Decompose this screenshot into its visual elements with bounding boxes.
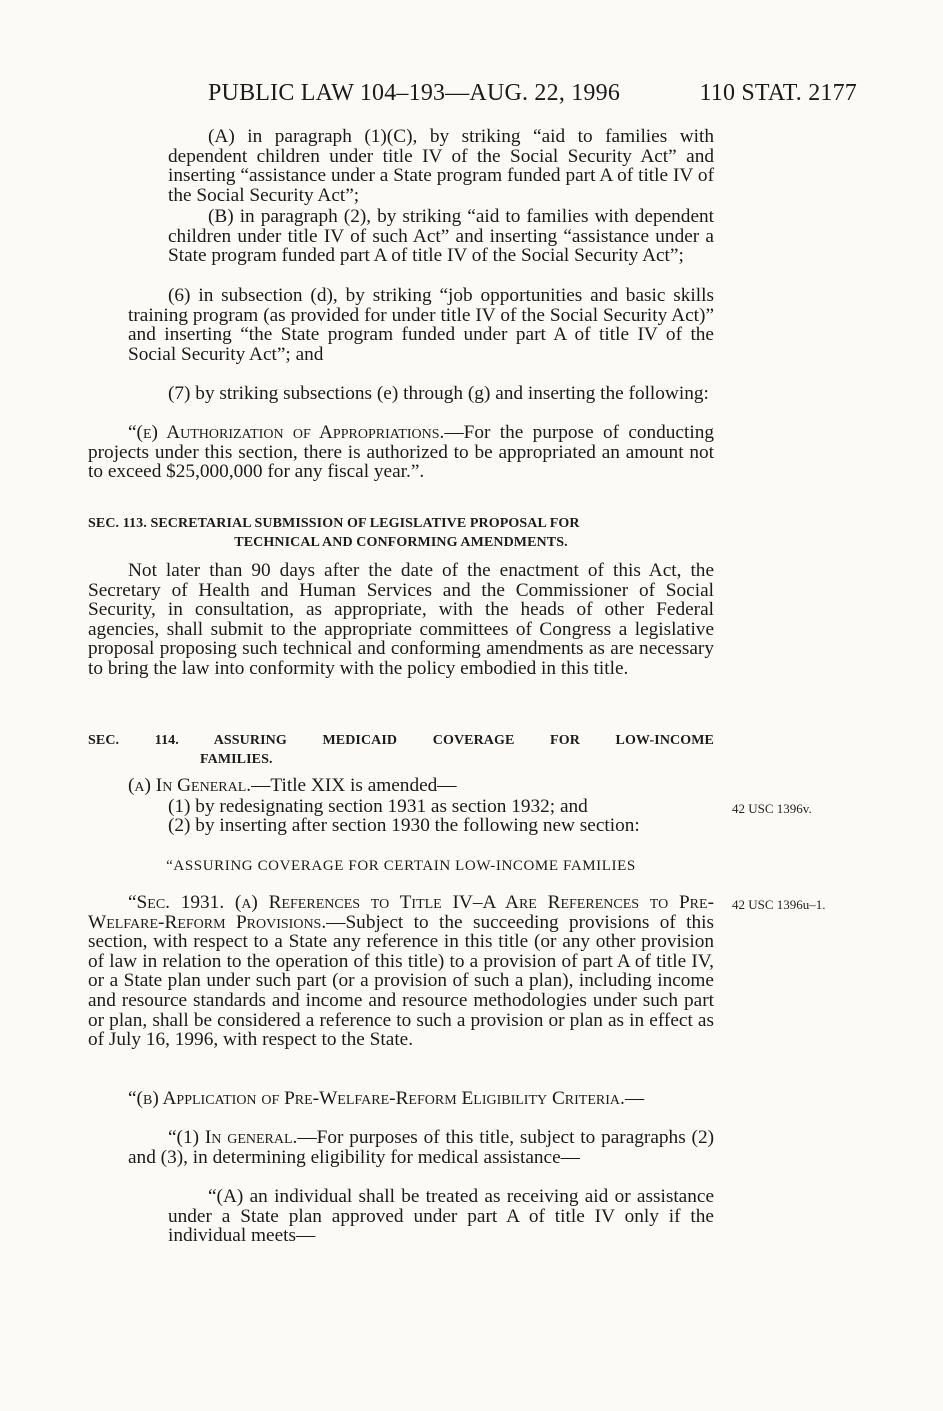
subsection-a-heading: (a) In General. — [128, 775, 252, 796]
item-1: (1) by redesignating section 1931 as section 1932; and — [168, 796, 588, 817]
sec-113-heading-line1: SEC. 113. SECRETARIAL SUBMISSION OF LEGISLATIVE PROPOSAL FOR — [88, 516, 580, 531]
sec-1931-subsection-b-heading: “(b) Application of Pre-Welfare-Reform Eligibility Criteria.— — [128, 1088, 645, 1109]
paragraph-b1 — [128, 1128, 714, 1167]
sec-113-body: Not later than 90 days after the date of the enactment of this Act, the Secretary of Health and Human Services and the Commissioner of Social Security, in consultation, as appropriate, with the heads of other Federal agencies, shall submit to the appropriate committees of Congress a legislative proposal proposing such technical and conforming amendments as are necessary to bring the law into conformity with the policy embodied in this title. — [88, 560, 714, 679]
sec-114-heading-line1: SEC. 114. ASSURING MEDICAID COVERAGE FOR LOW-INCOME — [88, 733, 714, 748]
page-number: 110 STAT. 2177 — [699, 80, 857, 106]
subsection-e-heading: “(e) Authorization of Appropriations. — [128, 422, 445, 443]
sec-1931-a-heading: “Sec. 1931. (a) References to Title IV–A Are References to Pre-Welfare-Reform Provisions. — [88, 892, 714, 933]
sec-113-heading — [88, 516, 714, 551]
paragraph-b1-text: —For purposes of this title, subject to paragraphs (2) and (3), in determining eligibility for medical assistance— — [128, 1127, 715, 1168]
subsection-e-text: —For the purpose of conducting projects under this section, there is authorized to be appropriated an amount not to exceed $25,000,000 for any fiscal year.”. — [88, 422, 714, 483]
sec-1931-subsection-a — [88, 893, 714, 1050]
paragraph-b1-heading: “(1) In general. — [168, 1127, 298, 1148]
subsection-a-text: —Title XIX is amended— — [251, 775, 457, 796]
running-header-title: PUBLIC LAW 104–193—AUG. 22, 1996 — [208, 80, 621, 106]
subsection-a — [128, 776, 714, 796]
sec-114-heading — [88, 733, 714, 768]
paragraph-A: (A) in paragraph (1)(C), by striking “aid to families with dependent children under title IV of the Social Security Act” and inserting “assistance under a State program funded part A of title IV of the Social Security Act”; — [168, 126, 714, 206]
paragraph-B: (B) in paragraph (2), by striking “aid to families with dependent children under title IV of such Act” and inserting “assistance under a State program funded part A of title IV of the Social Security Act”; — [168, 206, 714, 267]
paragraph-6: (6) in subsection (d), by striking “job opportunities and basic skills training program (as provided for under title IV of the Social Security Act)” and inserting “the State program funded under part A of title IV of the Social Security Act”; and — [128, 285, 714, 365]
item-2: (2) by inserting after section 1930 the following new section: — [168, 815, 640, 836]
paragraph-7: (7) by striking subsections (e) through (g) and inserting the following: — [168, 383, 709, 404]
subparagraph-A: “(A) an individual shall be treated as receiving aid or assistance under a State plan approved under part A of title IV only if the individual meets— — [168, 1186, 714, 1247]
margin-note-usc-1396v: 42 USC 1396v. — [732, 801, 812, 816]
sec-1931-a-text: —Subject to the succeeding provisions of this section, with respect to a State any reference in this title (or any other provision of law in relation to the operation of this title) to a provision of part A of title IV, or a State plan under such part (or a provision of such a plan), including income and resource standards and income and resource methodologies under such part or plan, shall be considered a reference to such a provision or plan as in effect as of July 16, 1996, with respect to the State. — [88, 911, 715, 1051]
margin-note-usc-1396u-1: 42 USC 1396u–1. — [732, 897, 826, 912]
new-section-heading: “ASSURING COVERAGE FOR CERTAIN LOW-INCOME FAMILIES — [166, 858, 636, 874]
sec-113-heading-line2: TECHNICAL AND CONFORMING AMENDMENTS. — [234, 535, 568, 550]
sec-114-heading-line2: FAMILIES. — [200, 752, 273, 767]
subsection-e — [88, 423, 714, 482]
